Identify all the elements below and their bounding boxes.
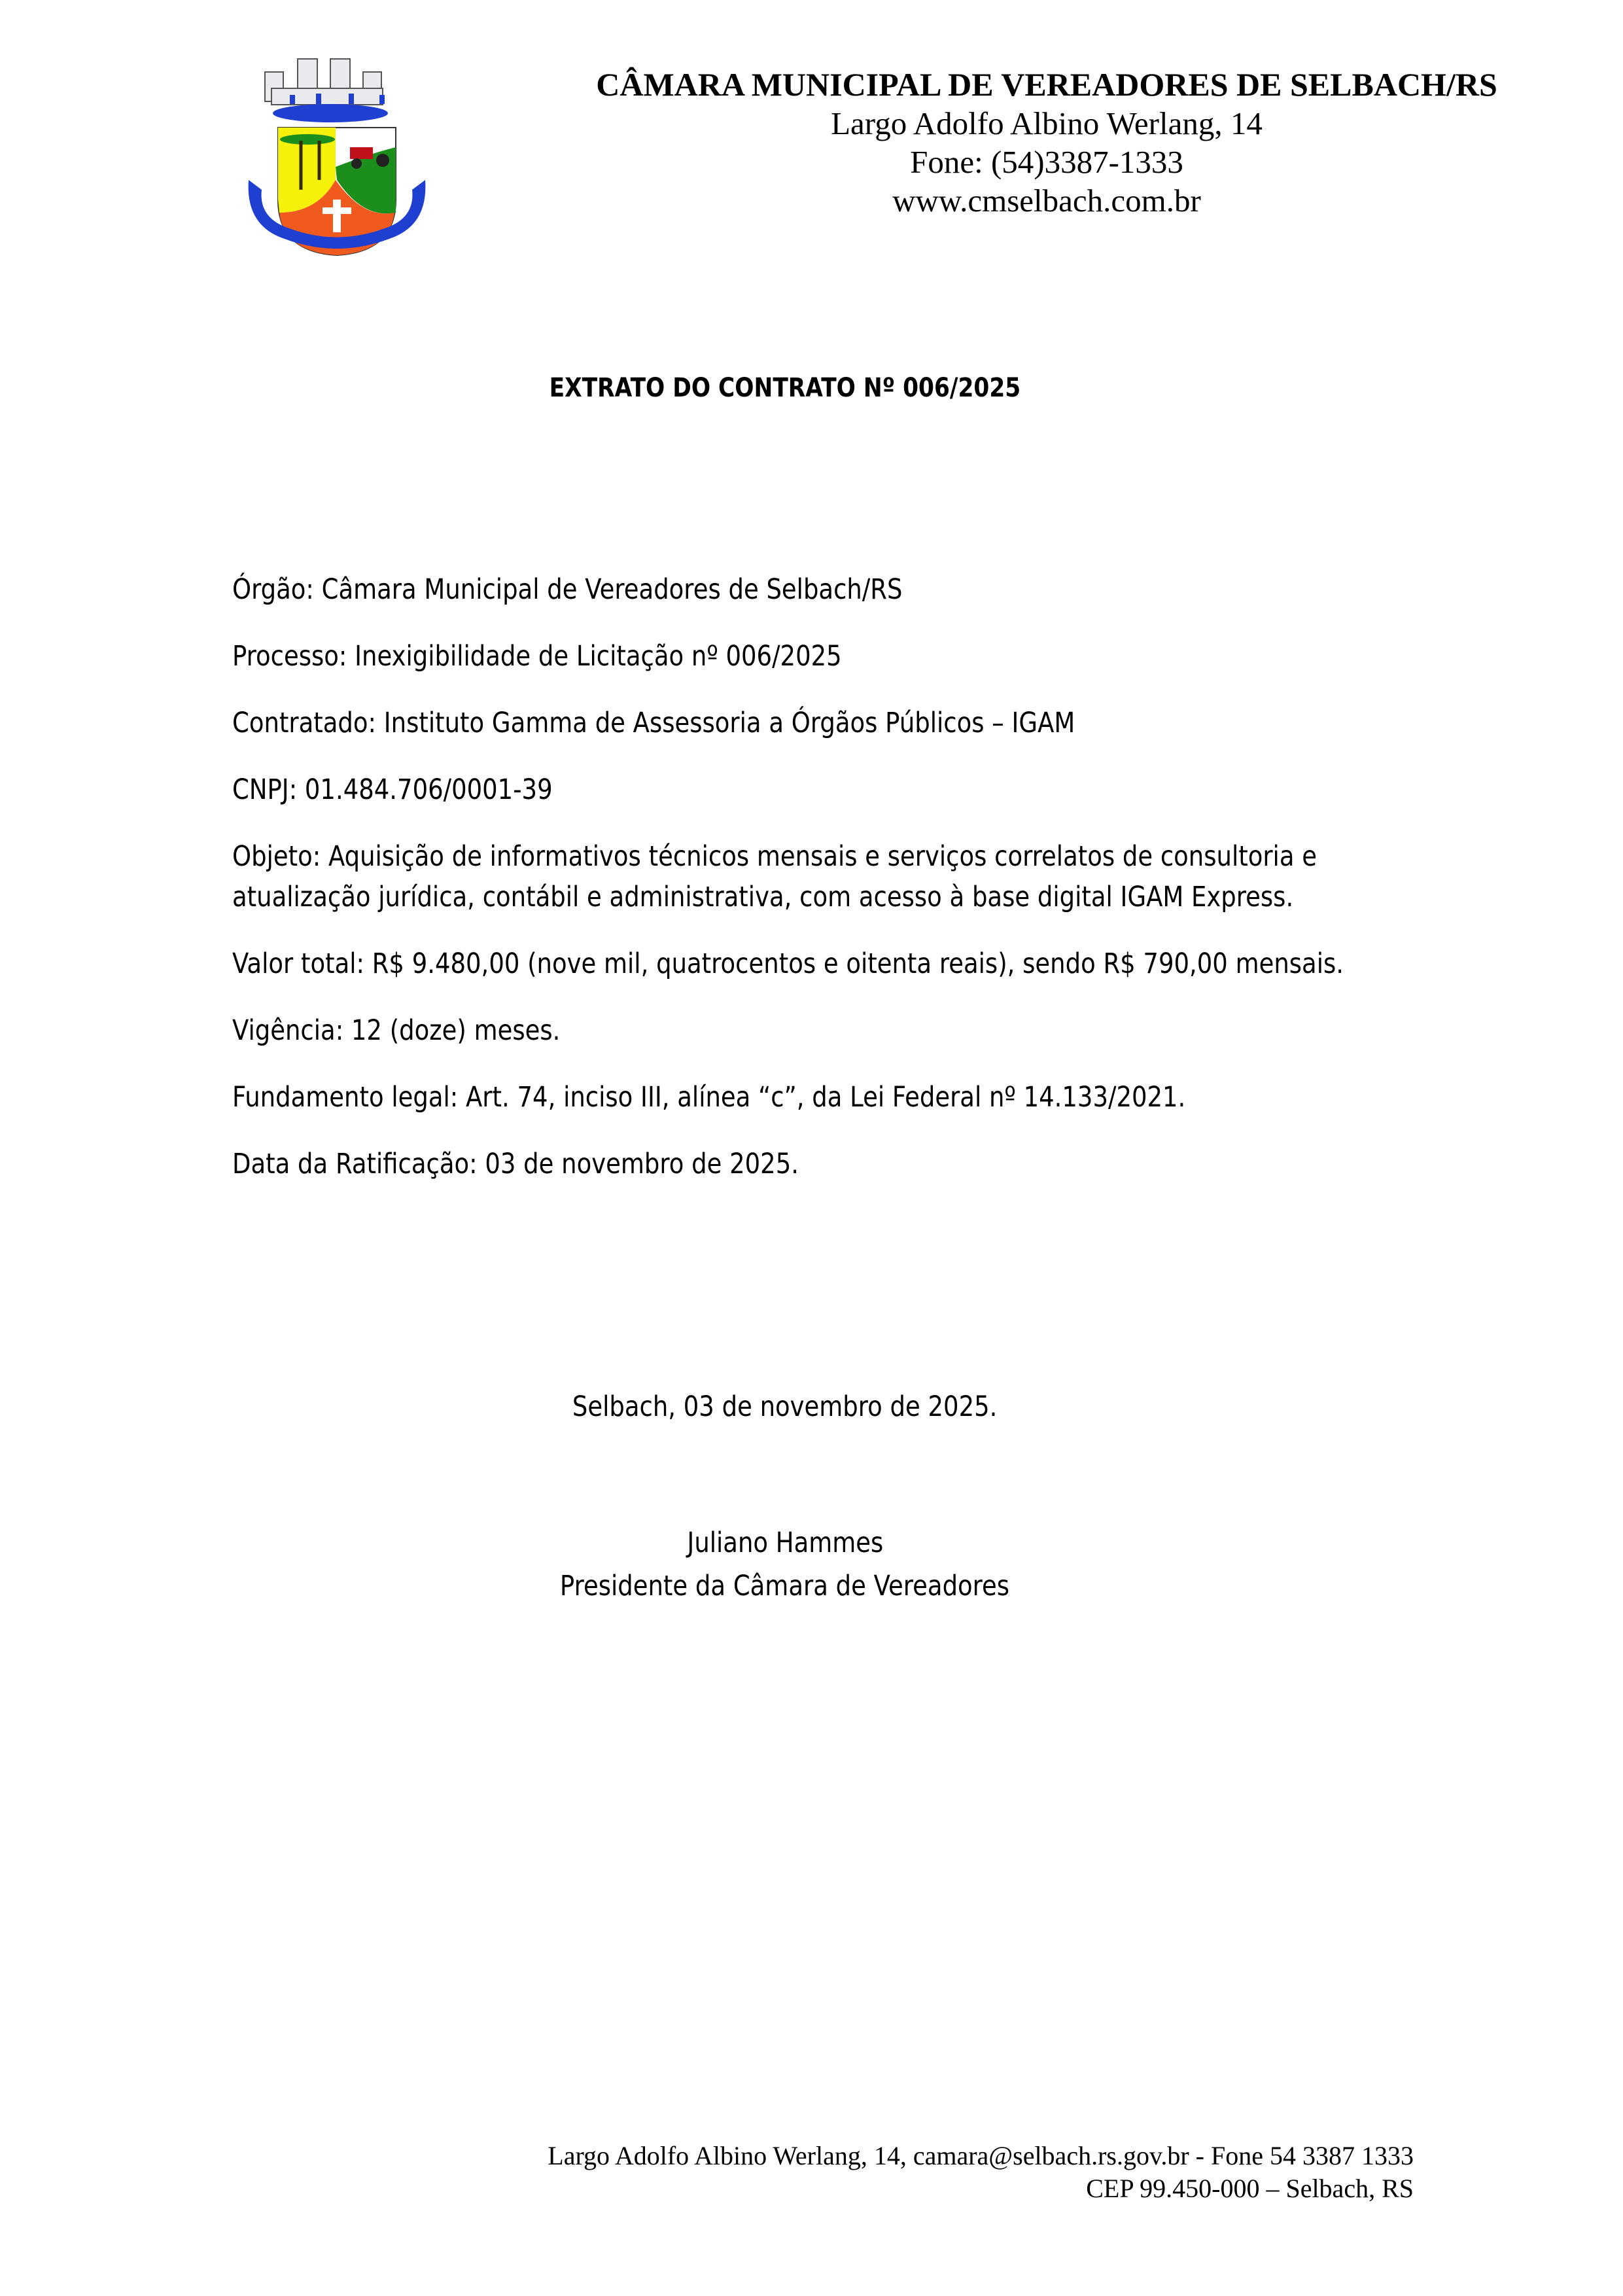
coat-of-arms-logo (232, 56, 442, 258)
field-processo (232, 636, 1475, 677)
field-objeto (232, 836, 1475, 917)
field-text: Objeto: Aquisição de informativos técnicos mensais e serviços correlatos de consultoria e (232, 840, 1317, 873)
institution-phone: Fone: (54)3387-1333 (910, 144, 1183, 180)
field-text: Fundamento legal: Art. 74, inciso III, alínea “c”, da Lei Federal nº 14.133/2021. (232, 1081, 1186, 1114)
place-date-text: Selbach, 03 de novembro de 2025. (572, 1390, 998, 1423)
page-footer (548, 2140, 1414, 2205)
field-cnpj (232, 769, 1475, 810)
signature-block (0, 1521, 1570, 1608)
field-vigencia (232, 1010, 1475, 1051)
field-text: atualização jurídica, contábil e administrativa, com acesso à base digital IGAM Express. (232, 881, 1294, 913)
field-text: CNPJ: 01.484.706/0001-39 (232, 773, 553, 806)
field-text: Órgão: Câmara Municipal de Vereadores de Selbach/RS (232, 573, 903, 606)
field-fundamento (232, 1077, 1475, 1118)
field-orgao (232, 569, 1475, 610)
field-text: Vigência: 12 (doze) meses. (232, 1014, 561, 1047)
institution-website[interactable]: www.cmselbach.com.br (892, 183, 1201, 219)
field-text: Valor total: R$ 9.480,00 (nove mil, quatrocentos e oitenta reais), sendo R$ 790,00 mensais. (232, 947, 1344, 980)
document-title-text: EXTRATO DO CONTRATO Nº 006/2025 (549, 373, 1021, 403)
contract-fields (232, 569, 1475, 1210)
institution-address: Largo Adolfo Albino Werlang, 14 (831, 105, 1263, 141)
field-text: Data da Ratificação: 03 de novembro de 2025. (232, 1148, 799, 1180)
field-text: Contratado: Instituto Gamma de Assessoria a Órgãos Públicos – IGAM (232, 707, 1075, 739)
footer-cep-line: CEP 99.450-000 – Selbach, RS (1086, 2174, 1414, 2203)
place-and-date (0, 1390, 1570, 1423)
letterhead (563, 65, 1531, 220)
signer-role: Presidente da Câmara de Vereadores (560, 1570, 1010, 1602)
coat-of-arms-icon (232, 56, 442, 258)
document-title (0, 373, 1570, 403)
footer-address-line: Largo Adolfo Albino Werlang, 14, camara@selbach.rs.gov.br - Fone 54 3387 1333 (548, 2141, 1414, 2170)
institution-name: CÂMARA MUNICIPAL DE VEREADORES DE SELBACH/RS (596, 66, 1497, 103)
field-text: Processo: Inexigibilidade de Licitação nº 006/2025 (232, 640, 842, 673)
signer-name: Juliano Hammes (687, 1527, 883, 1559)
field-contratado (232, 703, 1475, 743)
field-ratificacao (232, 1144, 1475, 1184)
field-valor (232, 944, 1475, 984)
